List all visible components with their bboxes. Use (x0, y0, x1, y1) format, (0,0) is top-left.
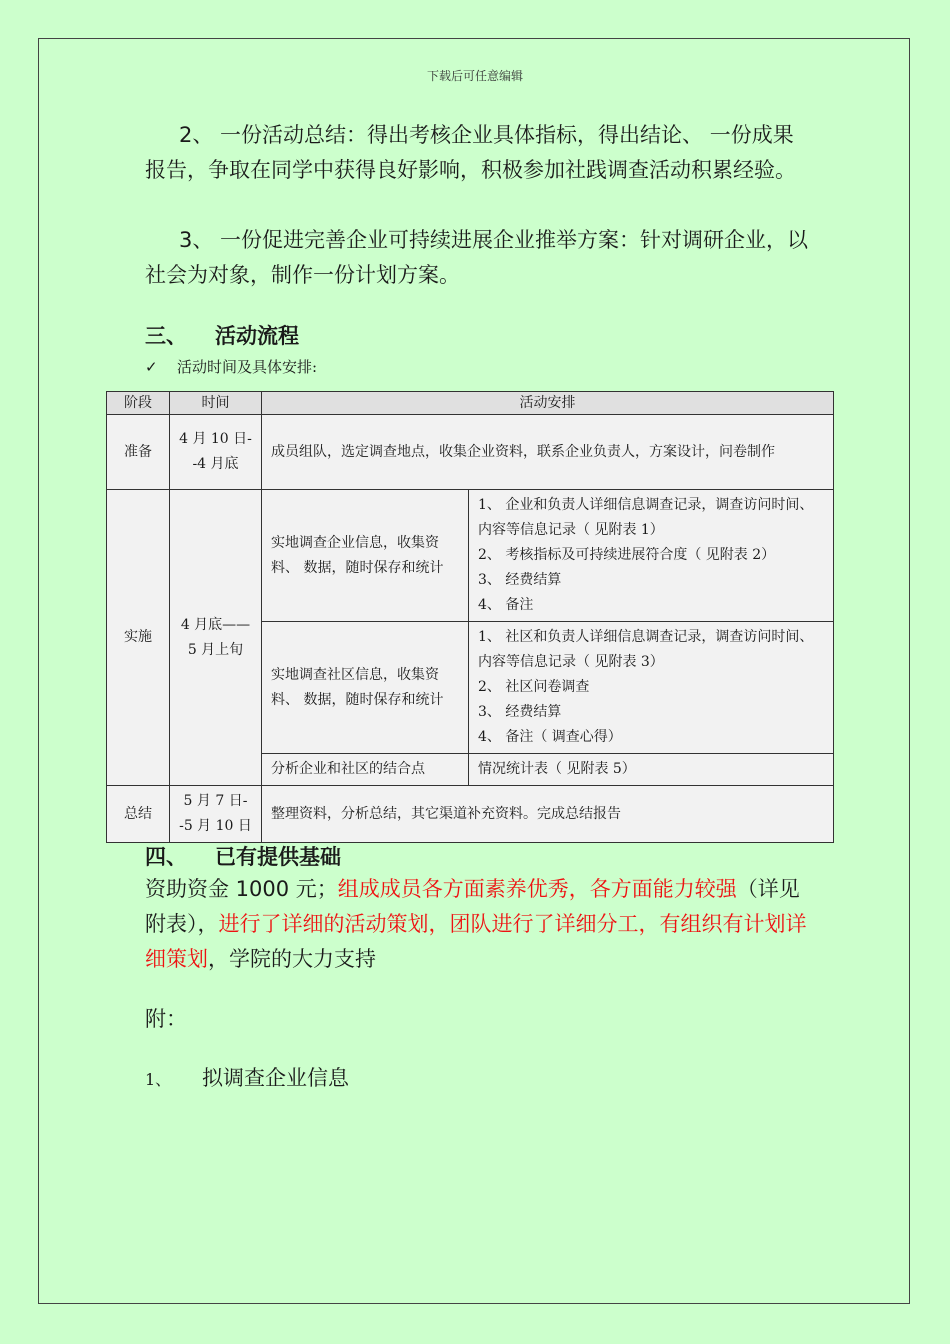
impl-task-2: 实地调查社区信息，收集资料、 数据，随时保存和统计 (262, 622, 469, 754)
header-activity: 活动安排 (262, 392, 834, 415)
support-text: ，学院的大力支持 (208, 947, 376, 971)
intro-item-2 (145, 118, 810, 188)
list-item: 2、 社区问卷调查 (478, 679, 590, 695)
section-3-title: 活动流程 (215, 324, 299, 348)
table-row-prep (107, 415, 834, 490)
summary-stage: 总结 (107, 786, 170, 843)
section-4-heading (145, 841, 341, 871)
list-item: 1、 企业和负责人详细信息调查记录，调查访问时间、 内容等信息记录（ 见附表 1） (478, 497, 814, 538)
impl-task-1: 实地调查企业信息，收集资料、 数据，随时保存和统计 (262, 490, 469, 622)
list-item: 4、 备注 (478, 597, 534, 613)
schedule-subtitle (145, 356, 317, 377)
intro-item-2-text: 2、 一份活动总结：得出考核企业具体指标，得出结论、 一份成果报告，争取在同学中获得良好影响，积极参加社践调查活动积累经验。 (145, 123, 796, 182)
attachment-item-text: 拟调查企业信息 (202, 1066, 349, 1090)
intro-item-3 (145, 223, 810, 293)
header-time: 时间 (170, 392, 262, 415)
table-header-row (107, 392, 834, 415)
intro-item-3-text: 3、 一份促进完善企业可持续进展企业推举方案：针对调研企业，以社会为对象，制作一份计划方案。 (145, 228, 809, 287)
impl-task-3: 分析企业和社区的结合点 (262, 754, 469, 786)
list-item: 3、 经费结算 (478, 704, 562, 720)
list-item: 1、 社区和负责人详细信息调查记录，调查访问时间、 内容等信息记录（ 见附表 3） (478, 629, 814, 670)
summary-time: 5 月 7 日--5 月 10 日 (170, 786, 262, 843)
prep-stage: 准备 (107, 415, 170, 490)
list-item: 3、 经费结算 (478, 572, 562, 588)
impl-stage: 实施 (107, 490, 170, 786)
watermark-text: 下载后可任意编辑 (426, 69, 523, 83)
header-stage: 阶段 (107, 392, 170, 415)
prep-time: 4 月 10 日--4 月底 (170, 415, 262, 490)
list-item: 2、 考核指标及可持续进展符合度（ 见附表 2） (478, 547, 776, 563)
schedule-subtitle-text: 活动时间及具体安排: (177, 358, 318, 376)
attachment-item-1 (145, 1062, 349, 1092)
table-row-impl-1 (107, 490, 834, 622)
funding-text: 资助资金 1000 元； (145, 877, 338, 901)
impl-details-2 (469, 622, 834, 754)
members-highlight: 组成成员各方面素养优秀，各方面能力较强 (337, 877, 737, 901)
planning-highlight: 进行了详细的活动策划，团队进行了详细分工，有组织有计划详细策划 (145, 912, 807, 971)
attachment-item-number: 1、 (145, 1070, 172, 1089)
attachment-label: 附： (145, 1007, 187, 1031)
see-attachment-text: （详见附表）， (145, 877, 800, 936)
prep-content: 成员组队，选定调查地点，收集企业资料，联系企业负责人，方案设计，问卷制作 (262, 415, 834, 490)
table-row-summary (107, 786, 834, 843)
section-3-number: 三、 (145, 324, 187, 348)
impl-details-3: 情况统计表（ 见附表 5） (469, 754, 834, 786)
section-4-number: 四、 (145, 845, 187, 869)
list-item: 4、 备注（ 调查心得） (478, 729, 622, 745)
section-4-title: 已有提供基础 (215, 845, 341, 869)
impl-details-1 (469, 490, 834, 622)
check-icon: ✓ (145, 358, 158, 376)
schedule-table (106, 391, 834, 843)
section-4-body (145, 872, 810, 977)
section-3-heading (145, 320, 299, 350)
impl-time: 4 月底——5 月上旬 (170, 490, 262, 786)
summary-content: 整理资料，分析总结，其它渠道补充资料。完成总结报告 (262, 786, 834, 843)
